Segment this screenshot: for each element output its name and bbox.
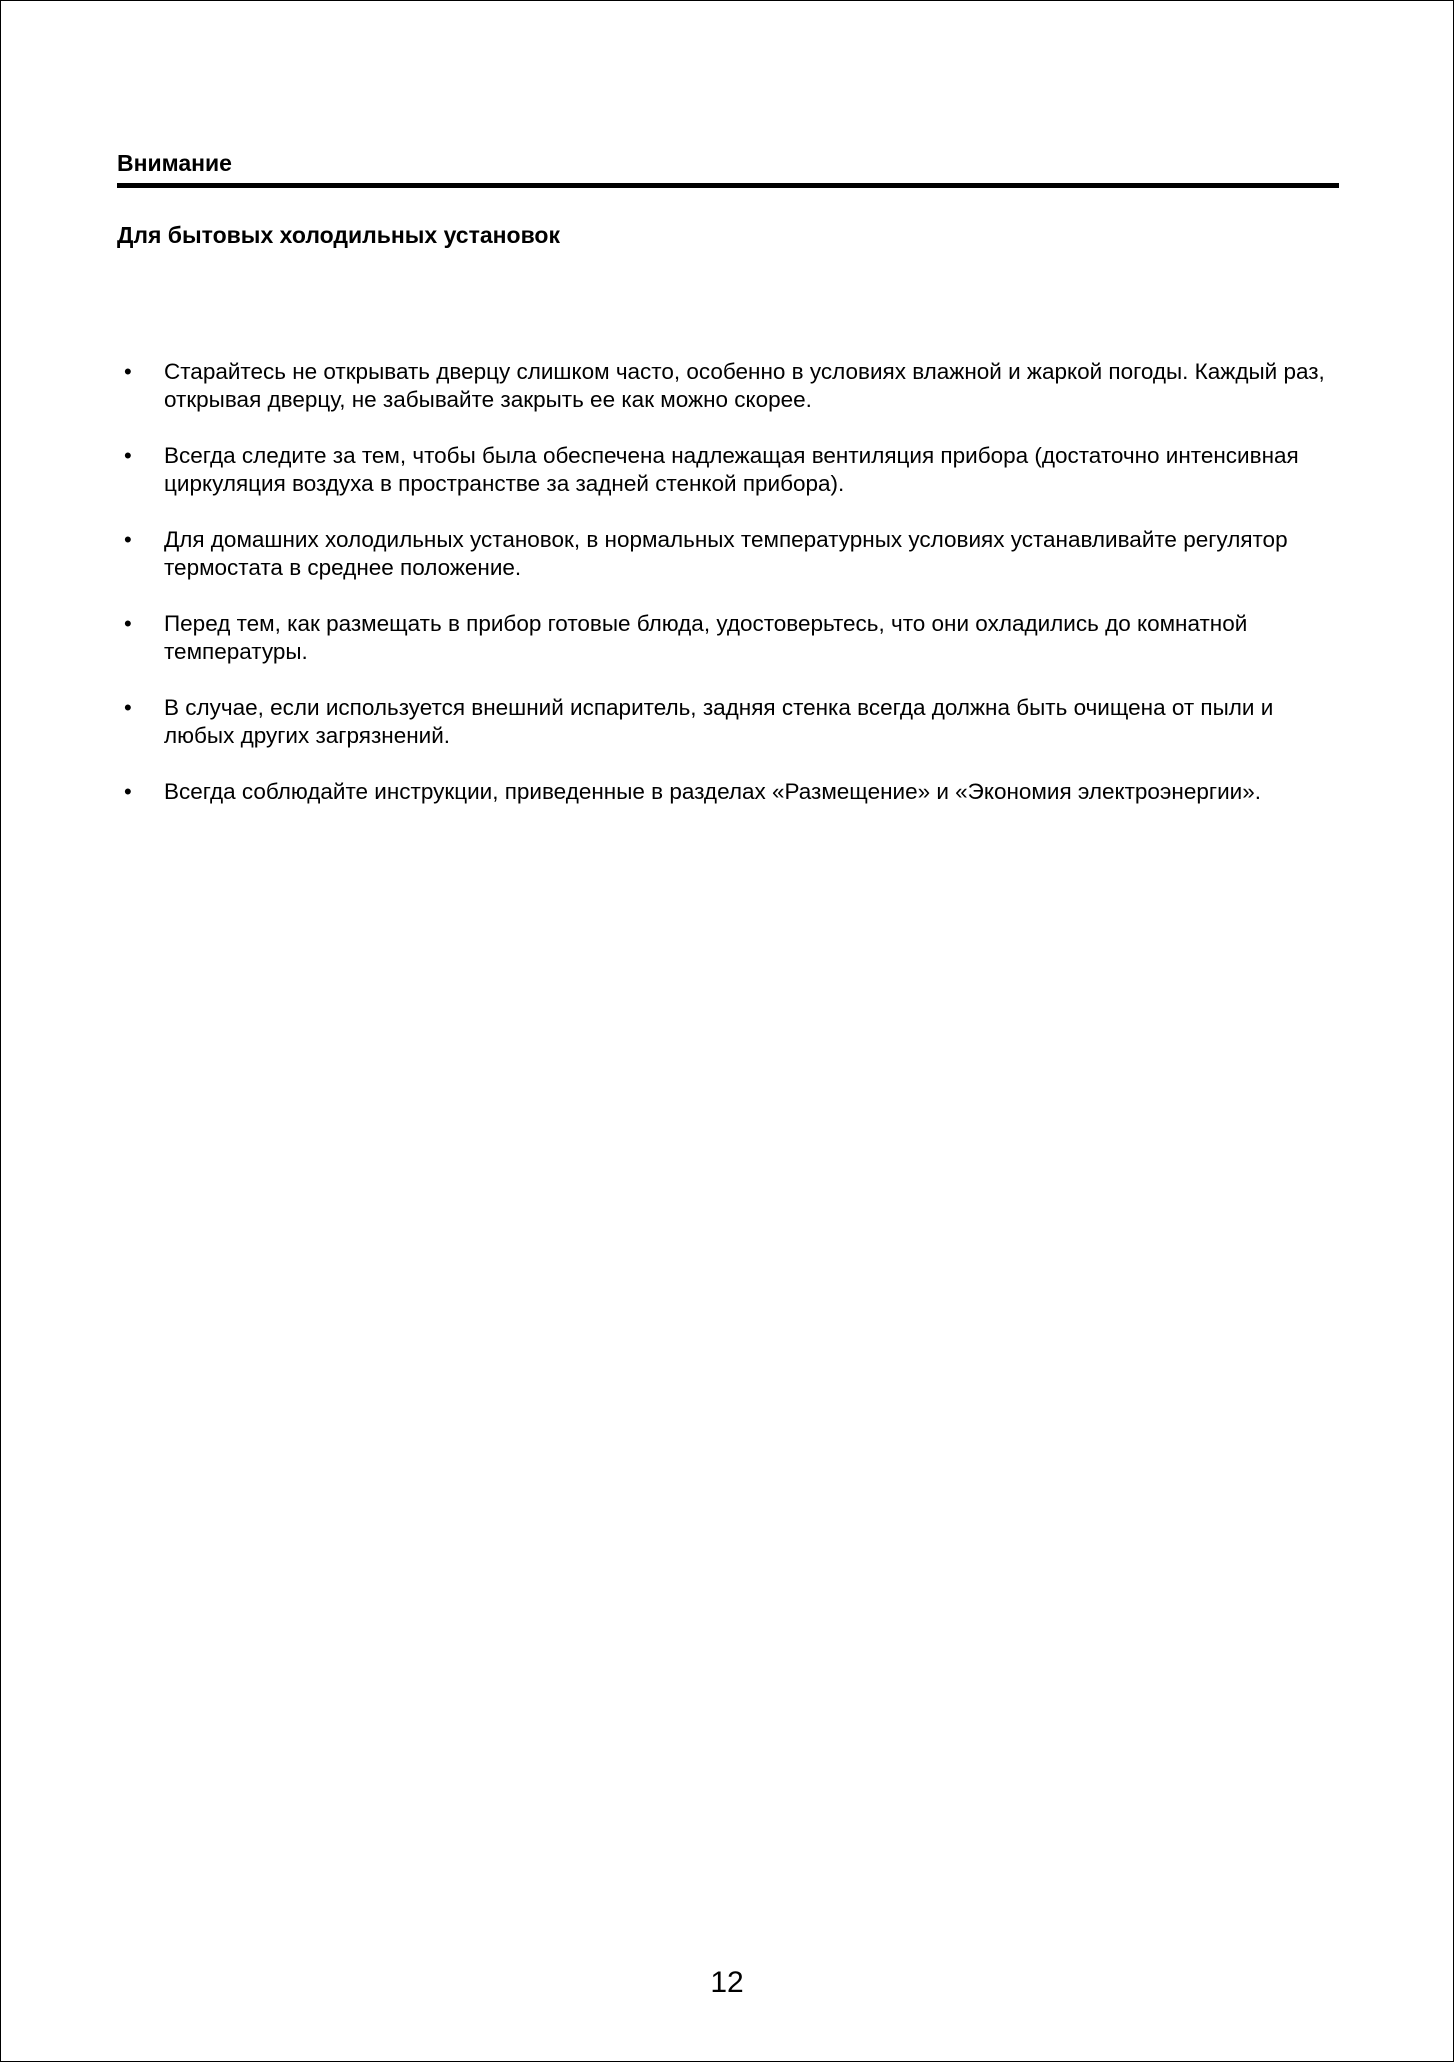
list-item bbox=[117, 358, 1347, 414]
tip-text: Для домашних холодильных установок, в нормальных температурных условиях устанавливайте регулятор термостата в среднее положение. bbox=[164, 527, 1288, 580]
bullet-icon: • bbox=[124, 611, 132, 636]
list-item bbox=[117, 442, 1347, 498]
tip-text: В случае, если используется внешний испаритель, задняя стенка всегда должна быть очищена от пыли и любых других загрязнений. bbox=[164, 695, 1274, 748]
bullet-icon: • bbox=[124, 779, 132, 804]
page-title: Внимание bbox=[117, 150, 232, 176]
list-item bbox=[117, 526, 1347, 582]
tips-list bbox=[117, 358, 1347, 834]
bullet-icon: • bbox=[124, 527, 132, 552]
title-divider bbox=[117, 183, 1339, 188]
section-subtitle: Для бытовых холодильных установок bbox=[117, 222, 560, 248]
tip-text: Всегда соблюдайте инструкции, приведенные в разделах «Размещение» и «Экономия электроэнергии». bbox=[164, 779, 1261, 804]
bullet-icon: • bbox=[124, 359, 132, 384]
list-item bbox=[117, 778, 1347, 806]
list-item bbox=[117, 610, 1347, 666]
tip-text: Старайтесь не открывать дверцу слишком часто, особенно в условиях влажной и жаркой погоды. Каждый раз, открывая дверцу, не забывайте закрыть ее как можно скорее. bbox=[164, 359, 1325, 412]
bullet-icon: • bbox=[124, 695, 132, 720]
page-number: 12 bbox=[710, 1966, 744, 1999]
tip-text: Перед тем, как размещать в прибор готовые блюда, удостоверьтесь, что они охладились до комнатной температуры. bbox=[164, 611, 1248, 664]
tip-text: Всегда следите за тем, чтобы была обеспечена надлежащая вентиляция прибора (достаточно интенсивная циркуляция воздуха в пространстве за задней стенкой прибора). bbox=[164, 443, 1299, 496]
list-item bbox=[117, 694, 1347, 750]
bullet-icon: • bbox=[124, 443, 132, 468]
